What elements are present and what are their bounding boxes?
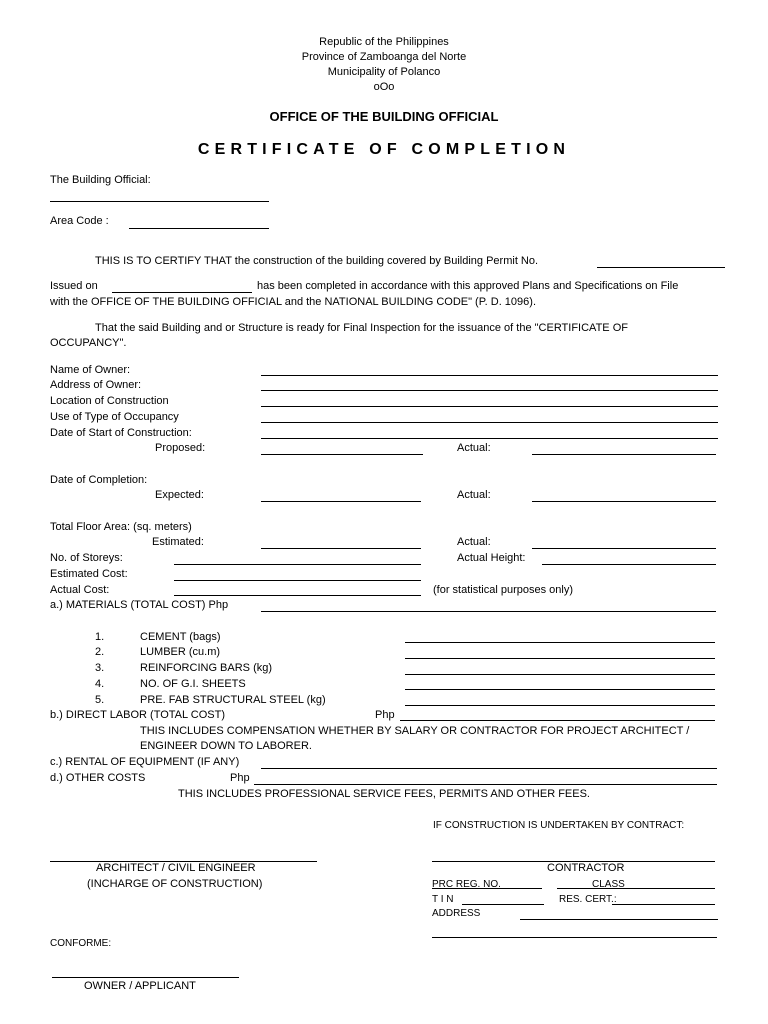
- rental-line[interactable]: [261, 768, 717, 769]
- class-label: CLASS: [592, 879, 625, 890]
- res-cert-label: RES. CERT.:: [559, 894, 617, 905]
- other-costs-php: Php: [230, 772, 250, 784]
- expected-line[interactable]: [261, 501, 421, 502]
- estimated-cost-line[interactable]: [174, 580, 421, 581]
- item-number: 4.: [95, 678, 105, 690]
- office-title: OFFICE OF THE BUILDING OFFICIAL: [269, 109, 499, 124]
- actual-start-label: Actual:: [457, 442, 491, 454]
- header-republic: Republic of the Philippines: [319, 36, 449, 48]
- actual-start-line[interactable]: [532, 454, 716, 455]
- accordance-text: with the OFFICE OF THE BUILDING OFFICIAL and the NATIONAL BUILDING CODE" (P. D. 1096).: [50, 296, 536, 308]
- cement-line[interactable]: [405, 642, 715, 643]
- location-line[interactable]: [261, 406, 718, 407]
- proposed-label: Proposed:: [155, 442, 206, 454]
- materials-line[interactable]: [261, 611, 716, 612]
- other-costs-line[interactable]: [254, 784, 717, 785]
- header-province: Province of Zamboanga del Norte: [301, 51, 467, 63]
- rental-label: c.) RENTAL OF EQUIPMENT (IF ANY): [50, 756, 240, 768]
- item-number: 1.: [95, 631, 105, 643]
- materials-label: a.) MATERIALS (TOTAL COST) Php: [50, 599, 229, 611]
- actual-height-line[interactable]: [542, 564, 716, 565]
- other-costs-label: d.) OTHER COSTS: [50, 772, 146, 784]
- ready-text: That the said Building and or Structure is ready for Final Inspection for the issuance of the "CERTIFICATE OF: [95, 322, 628, 334]
- tin-label: T I N: [432, 894, 454, 905]
- other-costs-note: THIS INCLUDES PROFESSIONAL SERVICE FEES, PERMITS AND OTHER FEES.: [178, 788, 590, 800]
- estimated-area-line[interactable]: [261, 548, 421, 549]
- ready-text-continued: OCCUPANCY".: [50, 337, 127, 349]
- reinforcing-bars-label: REINFORCING BARS (kg): [140, 662, 273, 674]
- owner-signature-line[interactable]: [52, 977, 239, 978]
- area-code-line[interactable]: [129, 228, 269, 229]
- address-label: ADDRESS: [432, 908, 481, 919]
- occupancy-line[interactable]: [261, 422, 718, 423]
- statistical-note: (for statistical purposes only): [433, 584, 573, 596]
- certify-text: THIS IS TO CERTIFY THAT the construction of the building covered by Building Permit No.: [95, 255, 539, 267]
- item-number: 2.: [95, 646, 105, 658]
- actual-completion-line[interactable]: [532, 501, 716, 502]
- direct-labor-label: b.) DIRECT LABOR (TOTAL COST): [50, 709, 226, 721]
- building-official-label: The Building Official:: [50, 174, 151, 186]
- actual-area-line[interactable]: [532, 548, 716, 549]
- issued-on-label: Issued on: [50, 280, 98, 292]
- reinforcing-bars-line[interactable]: [405, 674, 715, 675]
- direct-labor-php: Php: [375, 709, 395, 721]
- structural-steel-line[interactable]: [405, 705, 715, 706]
- header-municipality: Municipality of Polanco: [327, 66, 441, 78]
- building-official-line[interactable]: [50, 201, 269, 202]
- owner-name-line[interactable]: [261, 375, 718, 376]
- actual-cost-line[interactable]: [174, 595, 421, 596]
- actual-height-label: Actual Height:: [457, 552, 526, 564]
- page-title: CERTIFICATE OF COMPLETION: [197, 141, 571, 158]
- location-label: Location of Construction: [50, 395, 169, 407]
- item-number: 5.: [95, 694, 105, 706]
- start-date-label: Date of Start of Construction:: [50, 427, 192, 439]
- actual-area-label: Actual:: [457, 536, 491, 548]
- address-line[interactable]: [520, 919, 718, 920]
- area-code-label: Area Code :: [50, 215, 109, 227]
- proposed-line[interactable]: [261, 454, 423, 455]
- estimated-label: Estimated:: [152, 536, 204, 548]
- issued-on-line[interactable]: [112, 292, 252, 293]
- architect-label: ARCHITECT / CIVIL ENGINEER: [96, 862, 256, 874]
- labor-note-continued: ENGINEER DOWN TO LABORER.: [140, 740, 312, 752]
- start-date-line[interactable]: [261, 438, 718, 439]
- actual-completion-label: Actual:: [457, 489, 491, 501]
- prc-label: PRC REG. NO.: [432, 879, 501, 890]
- actual-cost-label: Actual Cost:: [50, 584, 110, 596]
- conforme-label: CONFORME:: [50, 938, 112, 949]
- owner-address-line[interactable]: [261, 390, 718, 391]
- address-line-2[interactable]: [432, 937, 717, 938]
- floor-area-label: Total Floor Area: (sq. meters): [50, 521, 192, 533]
- header-ornament: oOo: [373, 81, 395, 93]
- expected-label: Expected:: [155, 489, 204, 501]
- class-line[interactable]: [557, 888, 715, 889]
- lumber-line[interactable]: [405, 658, 715, 659]
- direct-labor-line[interactable]: [400, 720, 715, 721]
- storeys-label: No. of Storeys:: [50, 552, 123, 564]
- labor-note: THIS INCLUDES COMPENSATION WHETHER BY SALARY OR CONTRACTOR FOR PROJECT ARCHITECT /: [140, 725, 690, 737]
- owner-name-label: Name of Owner:: [50, 364, 131, 376]
- res-cert-line[interactable]: [612, 904, 715, 905]
- lumber-label: LUMBER (cu.m): [140, 646, 221, 658]
- completed-text: has been completed in accordance with this approved Plans and Specifications on File: [257, 280, 679, 292]
- estimated-cost-label: Estimated Cost:: [50, 568, 128, 580]
- contract-note: IF CONSTRUCTION IS UNDERTAKEN BY CONTRACT:: [433, 820, 685, 831]
- occupancy-label: Use of Type of Occupancy: [50, 411, 179, 423]
- contractor-label: CONTRACTOR: [547, 862, 625, 874]
- owner-address-label: Address of Owner:: [50, 379, 142, 391]
- gi-sheets-label: NO. OF G.I. SHEETS: [140, 678, 246, 690]
- completion-date-label: Date of Completion:: [50, 474, 148, 486]
- permit-number-line[interactable]: [597, 267, 725, 268]
- storeys-line[interactable]: [174, 564, 421, 565]
- owner-applicant-label: OWNER / APPLICANT: [84, 980, 196, 992]
- tin-line[interactable]: [462, 904, 544, 905]
- structural-steel-label: PRE. FAB STRUCTURAL STEEL (kg): [140, 694, 326, 706]
- prc-line[interactable]: [432, 888, 542, 889]
- item-number: 3.: [95, 662, 105, 674]
- incharge-label: (INCHARGE OF CONSTRUCTION): [87, 878, 263, 890]
- gi-sheets-line[interactable]: [405, 689, 715, 690]
- cement-label: CEMENT (bags): [140, 631, 221, 643]
